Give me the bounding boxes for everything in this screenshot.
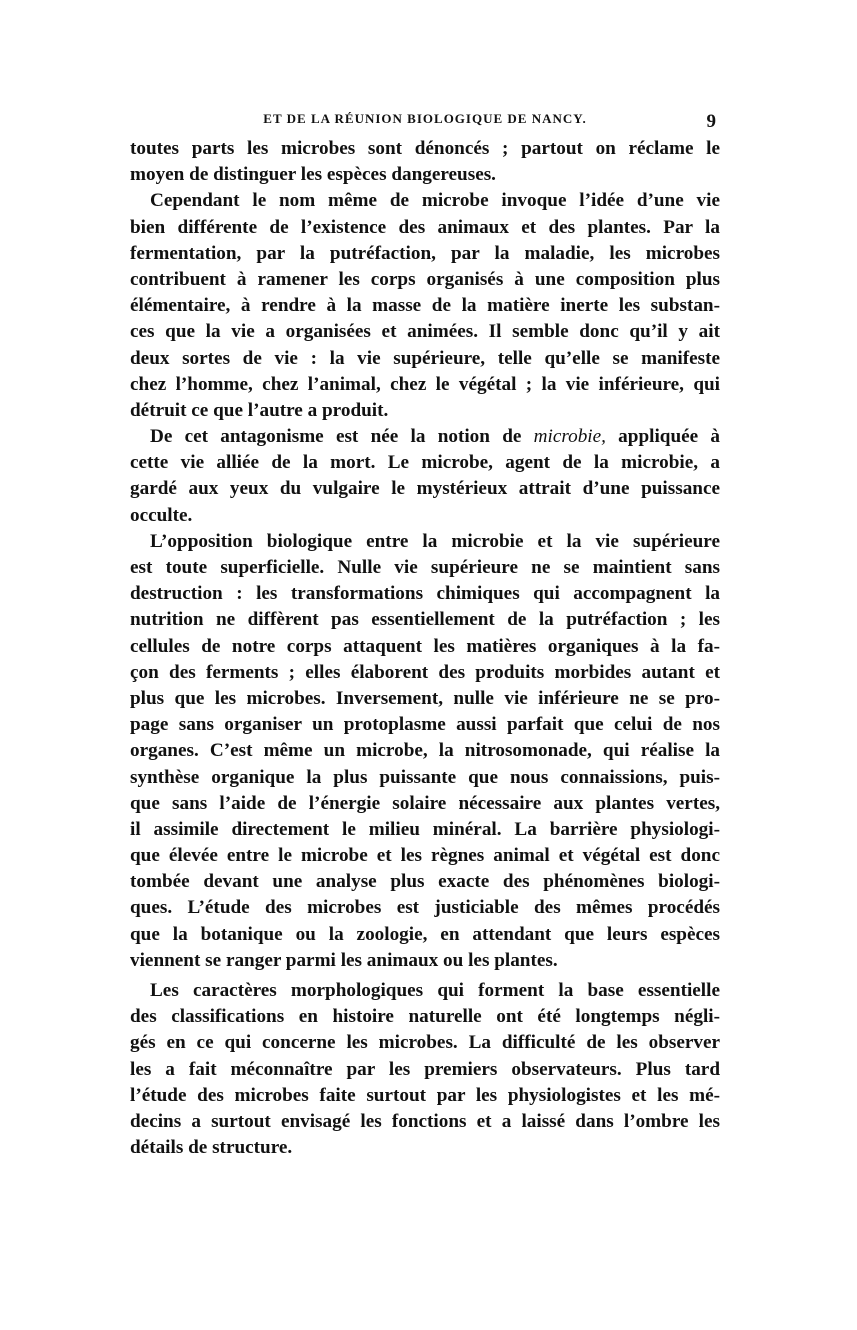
text-line: plus que les microbes. Inversement, nulle vie inférieure ne se pro- (130, 687, 720, 709)
text-line: l’étude des microbes faite surtout par les physiologistes et les mé- (130, 1084, 720, 1106)
text-line: que élevée entre le microbe et les règnes animal et végétal est donc (130, 845, 720, 867)
text-run: appliquée à (605, 426, 721, 448)
text-line: cette vie alliée de la mort. Le microbe, agent de la microbie, a (130, 452, 720, 474)
paragraph-3 (130, 424, 720, 529)
text-line: des classifications en histoire naturelle ont été longtemps négli- (130, 1006, 720, 1028)
text-line: bien différente de l’existence des animaux et des plantes. Par la (130, 216, 720, 238)
text-line: ces que la vie a organisées et animées. Il semble donc qu’il y ait (130, 321, 720, 343)
text-line: ques. L’étude des microbes est justiciable des mêmes procédés (130, 897, 720, 919)
text-line: L’opposition biologique entre la microbie et la vie supérieure (150, 530, 720, 552)
text-line: toutes parts les microbes sont dénoncés ; partout on réclame le (130, 138, 720, 159)
text-line: Les caractères morphologiques qui forment la base essentielle (150, 980, 720, 1001)
text-line: moyen de distinguer les espèces dangereuses. (130, 164, 496, 186)
text-line: gardé aux yeux du vulgaire le mystérieux attrait d’une puissance (130, 478, 720, 500)
text-line: il assimile directement le milieu minéral. La barrière physiologi- (130, 818, 720, 840)
running-head-title: ET DE LA RÉUNION BIOLOGIQUE DE NANCY. (263, 111, 587, 126)
text-line: les a fait méconnaître par les premiers observateurs. Plus tard (130, 1058, 720, 1080)
text-line: nutrition ne diffèrent pas essentiellement de la putréfaction ; les (130, 609, 720, 631)
text-line: est toute superficielle. Nulle vie supérieure ne se maintient sans (130, 557, 720, 578)
text-line: fermentation, par la putréfaction, par la maladie, les microbes (130, 242, 720, 264)
text-line: chez l’homme, chez l’animal, chez le végétal ; la vie inférieure, qui (130, 373, 720, 395)
text-line: synthèse organique la plus puissante que nous connaissions, puis- (130, 766, 720, 788)
text-line: deux sortes de vie : la vie supérieure, telle qu’elle se manifeste (130, 347, 720, 369)
text-line: détruit ce que l’autre a produit. (130, 399, 389, 421)
italic-term: microbie, (533, 426, 606, 448)
text-line: Cependant le nom même de microbe invoque l’idée d’une vie (150, 190, 720, 212)
text-line: contribuent à ramener les corps organisés à une composition plus (130, 268, 720, 290)
text-line: cellules de notre corps attaquent les matières organiques à la fa- (130, 635, 720, 657)
text-line: occulte. (130, 504, 193, 526)
page-number: 9 (706, 111, 716, 132)
text-line: détails de structure. (130, 1137, 293, 1159)
paragraph-1 (130, 136, 720, 188)
text-line: élémentaire, à rendre à la masse de la matière inerte les substan- (130, 295, 720, 317)
paragraph-4 (130, 529, 720, 974)
text-line: organes. C’est même un microbe, la nitrosomonade, qui réalise la (130, 740, 720, 762)
text-line: tombée devant une analyse plus exacte des phénomènes biologi- (130, 871, 720, 893)
text-run: De cet antagonisme est née la notion de (150, 426, 534, 448)
text-line: que sans l’aide de l’énergie solaire nécessaire aux plantes vertes, (130, 792, 720, 814)
running-head (130, 111, 720, 131)
text-line: destruction : les transformations chimiques qui accompagnent la (130, 583, 720, 605)
text-line (130, 424, 720, 450)
text-line: que la botanique ou la zoologie, en attendant que leurs espèces (130, 923, 720, 945)
text-line: page sans organiser un protoplasme aussi parfait que celui de nos (130, 714, 720, 736)
text-line: decins a surtout envisagé les fonctions et a laissé dans l’ombre les (130, 1110, 720, 1132)
text-line: çon des ferments ; elles élaborent des produits morbides autant et (130, 661, 720, 683)
paragraph-5 (130, 978, 720, 1161)
body-text (130, 136, 720, 1161)
paragraph-2 (130, 188, 720, 424)
text-line: viennent se ranger parmi les animaux ou les plantes. (130, 949, 558, 971)
text-line: gés en ce qui concerne les microbes. La difficulté de les observer (130, 1032, 720, 1054)
